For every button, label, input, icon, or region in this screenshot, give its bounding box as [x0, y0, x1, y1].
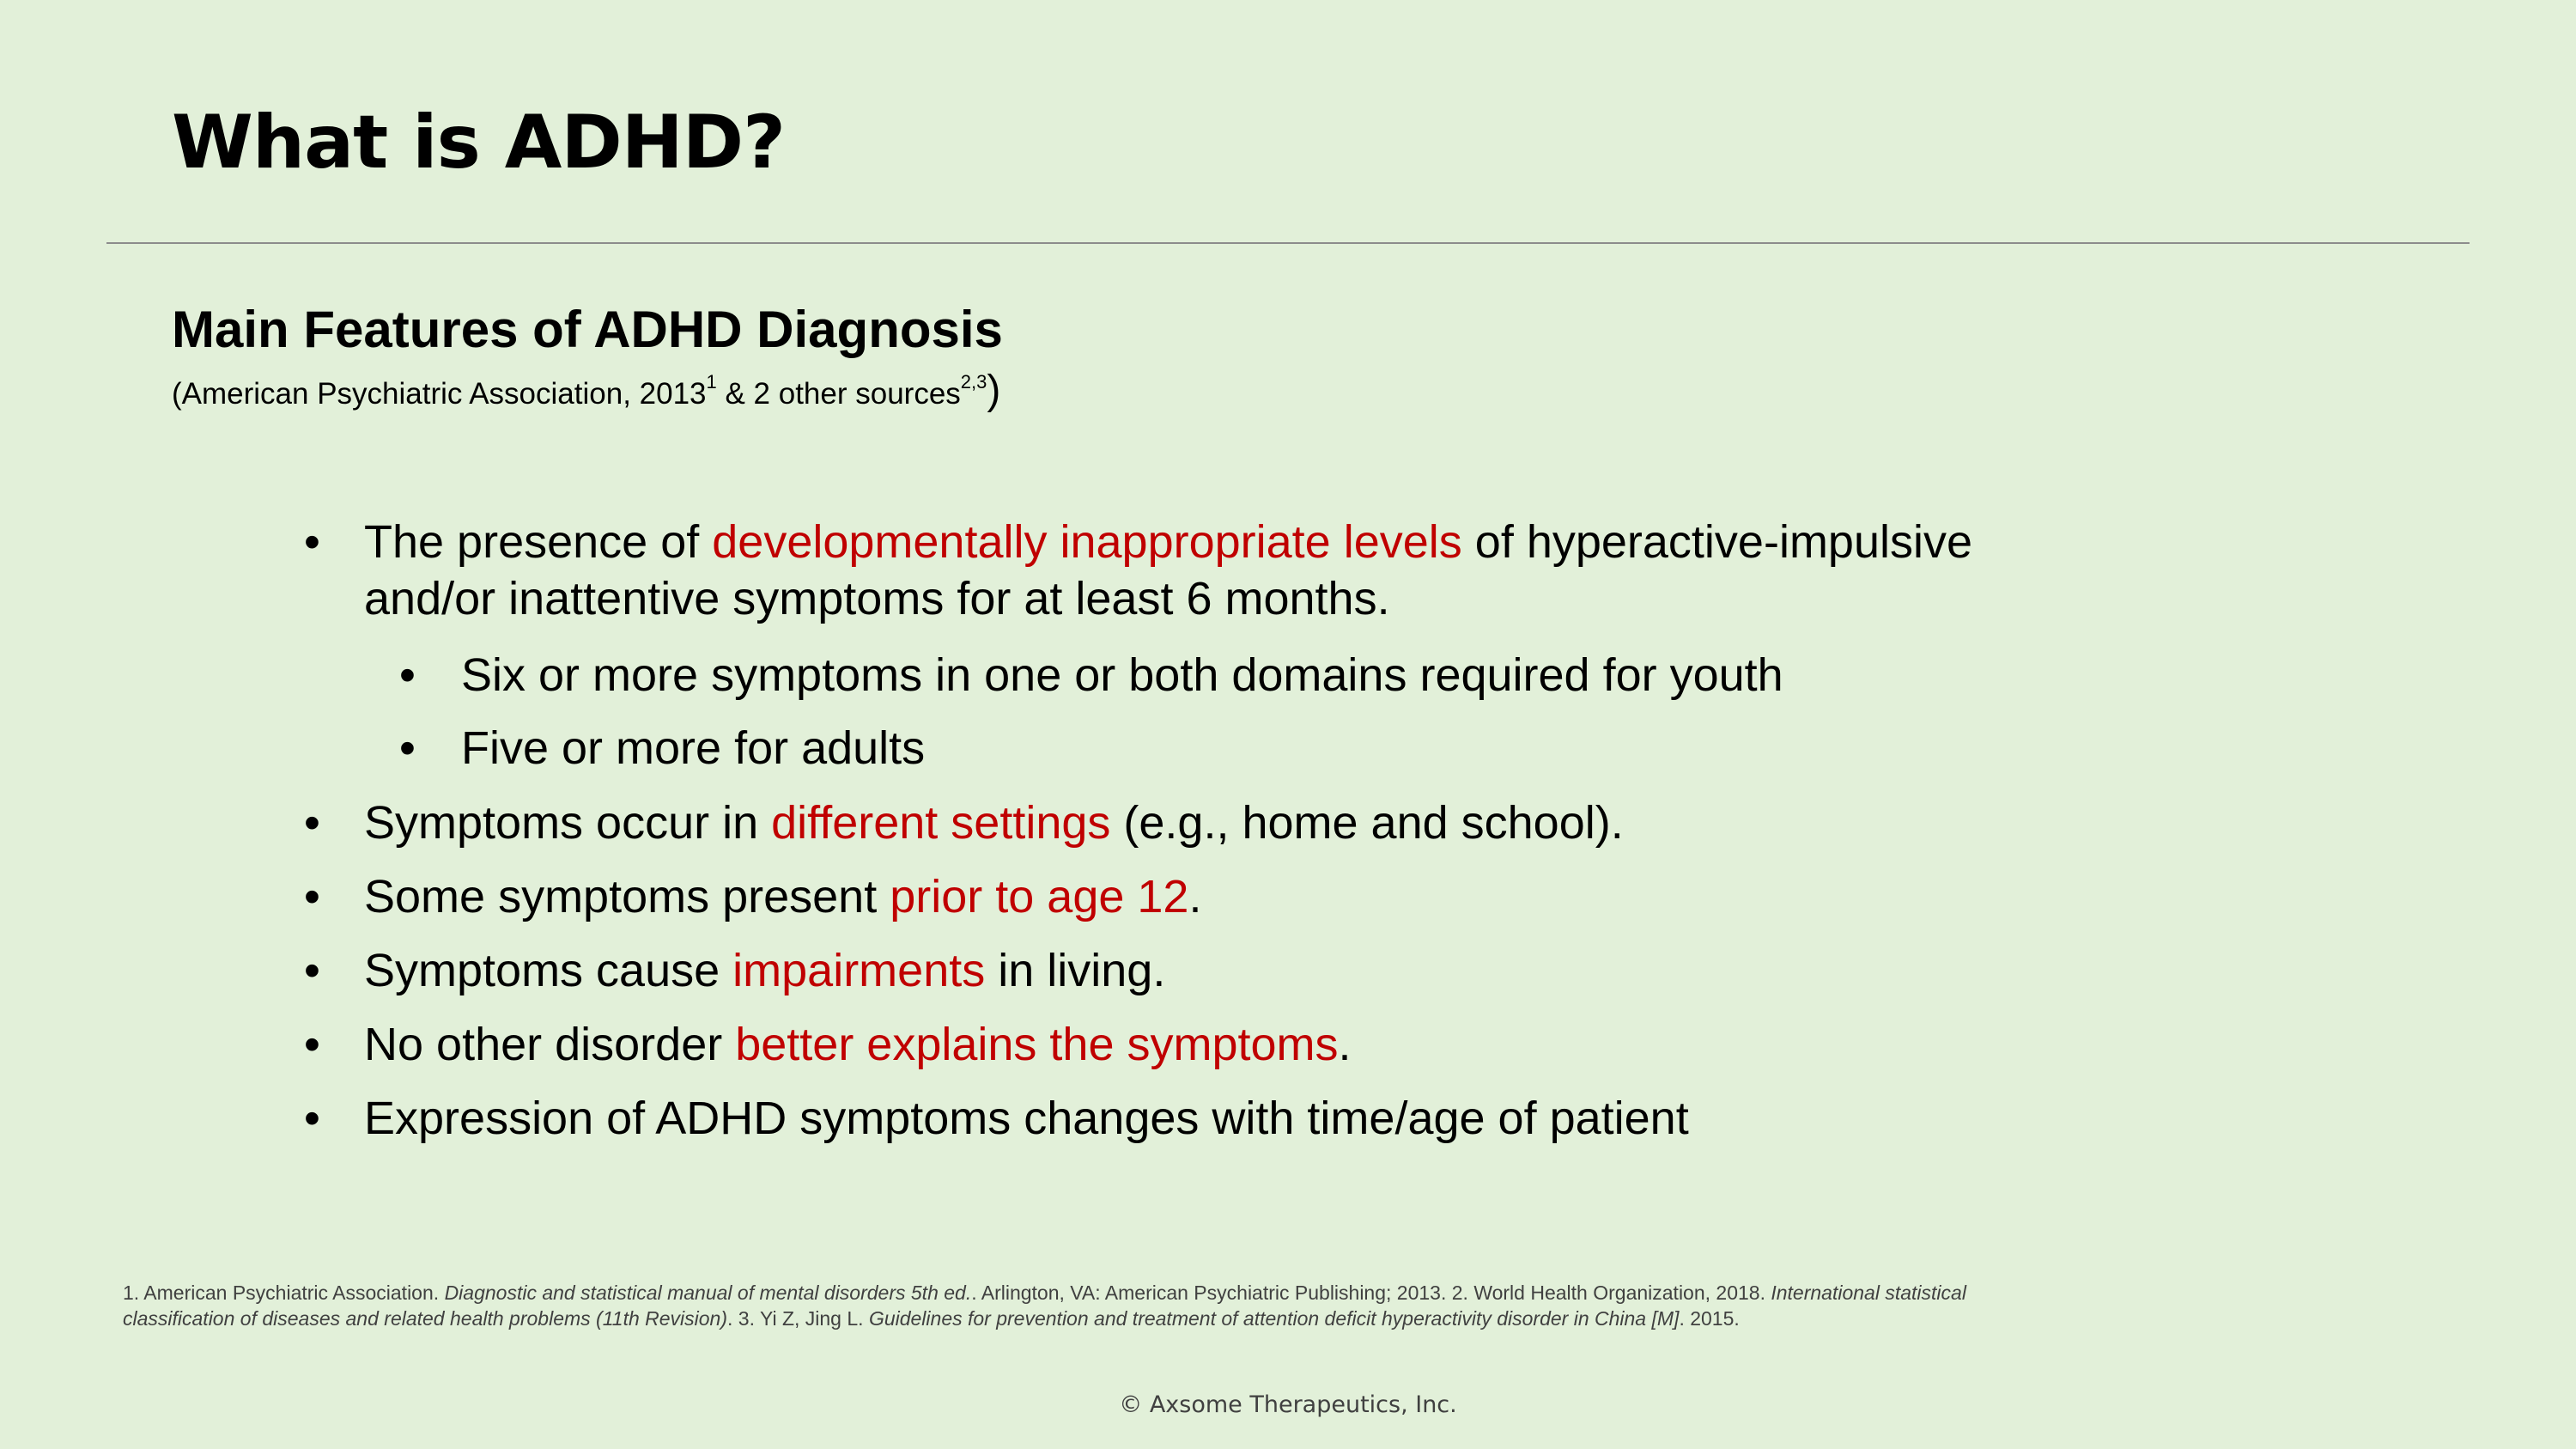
- bullet-item-6: [304, 1090, 1689, 1147]
- section-subtitle: Main Features of ADHD Diagnosis: [172, 301, 1003, 358]
- bullet-glyph: •: [304, 797, 320, 849]
- bullet-item-5: [304, 1016, 1352, 1073]
- source-sup-1: 1: [706, 371, 717, 393]
- source-close: ): [987, 368, 1001, 413]
- bullet-text: Expression of ADHD symptoms changes with time/age of patient: [364, 1093, 1689, 1144]
- copyright-notice: © Axsome Therapeutics, Inc.: [1119, 1391, 1457, 1418]
- bullet-text: (e.g., home and school).: [1110, 797, 1624, 849]
- bullet-text: No other disorder: [364, 1019, 736, 1070]
- bullet-text: Some symptoms present: [364, 871, 890, 922]
- bullet-text: The presence of: [364, 516, 713, 568]
- references-footnote: [123, 1280, 2046, 1331]
- bullet-glyph: •: [399, 649, 416, 701]
- footnote-title: Guidelines for prevention and treatment of attention deficit hyperactivity disorder in China [M]: [868, 1307, 1680, 1330]
- bullet-text: Symptoms occur in: [364, 797, 772, 849]
- bullet-highlight: better explains the symptoms: [735, 1019, 1339, 1070]
- source-open: (American Psychiatric Association, 2013: [172, 377, 707, 411]
- bullet-glyph: •: [399, 722, 416, 774]
- footnote-title: International statistical classification of diseases and related health problems (11th Revision): [123, 1282, 1966, 1330]
- bullet-highlight: impairments: [732, 945, 986, 996]
- bullet-item-3: [304, 868, 1202, 925]
- bullet-item-2: [304, 795, 1624, 851]
- bullet-text: of hyperactive-impulsive: [1461, 516, 1973, 568]
- slide-title: What is ADHD?: [172, 100, 785, 186]
- bullet-glyph: •: [304, 945, 320, 996]
- bullet-highlight: prior to age 12: [890, 871, 1189, 922]
- sub-bullet-item-1: [399, 647, 1783, 703]
- bullet-glyph: •: [304, 516, 320, 568]
- bullet-glyph: •: [304, 871, 320, 922]
- bullet-glyph: •: [304, 1093, 320, 1144]
- bullet-text: Symptoms cause: [364, 945, 733, 996]
- bullet-glyph: •: [304, 1019, 320, 1070]
- bullet-text: .: [1188, 871, 1202, 922]
- footnote-title: Diagnostic and statistical manual of mental disorders 5th ed.: [444, 1282, 972, 1304]
- bullet-highlight: different settings: [771, 797, 1111, 849]
- source-sup-2: 2,3: [960, 371, 987, 393]
- bullet-text: Five or more for adults: [461, 722, 926, 774]
- bullet-text: .: [1338, 1019, 1352, 1070]
- bullet-item-1-line-2: [364, 570, 1390, 627]
- source-mid: & 2 other sources: [716, 377, 961, 411]
- bullet-item-1: [304, 514, 1973, 570]
- bullet-text: and/or inattentive symptoms for at least 6 months.: [364, 573, 1390, 624]
- bullet-text: in living.: [985, 945, 1166, 996]
- bullet-item-4: [304, 942, 1166, 999]
- footnote-text: . Arlington, VA: American Psychiatric Publishing; 2013. 2. World Health Organization, 2018.: [971, 1282, 1771, 1304]
- footnote-text: 1. American Psychiatric Association.: [123, 1282, 445, 1304]
- footnote-text: . 2015.: [1679, 1307, 1740, 1330]
- bullet-highlight: developmentally inappropriate levels: [712, 516, 1462, 568]
- sub-bullet-item-2: [399, 720, 926, 776]
- footnote-text: . 3. Yi Z, Jing L.: [727, 1307, 869, 1330]
- bullet-text: Six or more symptoms in one or both domains required for youth: [461, 649, 1783, 701]
